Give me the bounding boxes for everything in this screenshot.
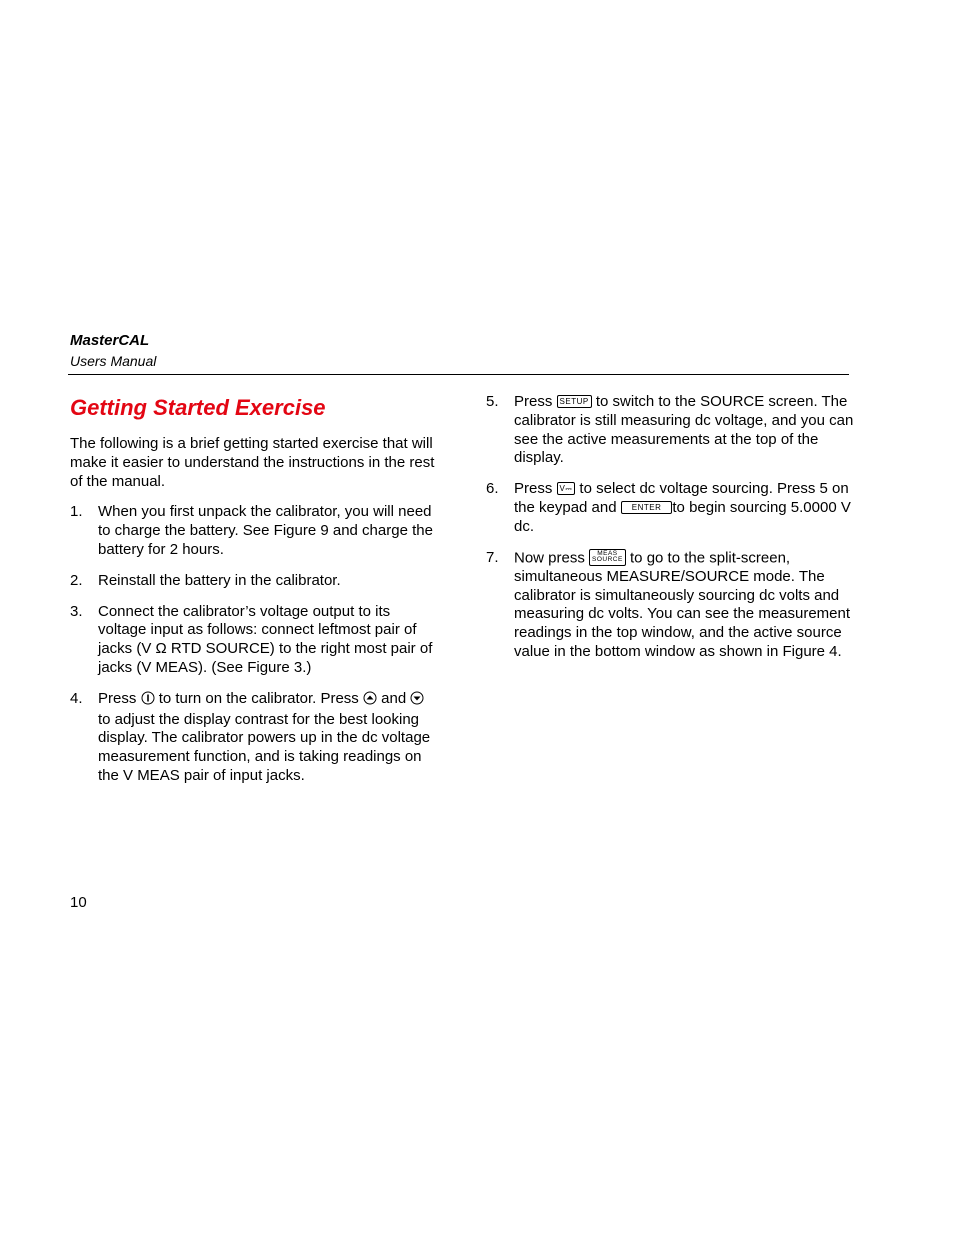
dc-volts-key-icon: V⎓ xyxy=(557,482,576,495)
step-text-part: and xyxy=(381,689,407,707)
step-2 xyxy=(70,572,440,591)
step-text-part: to go to the split-screen, simultaneous MEASURE/SOURCE mode. The calibrator is simultaneously sourcing dc volts and measuring dc volts. You can see the measurement readings in the top window, and the active source value in the bottom window as shown in Figure 4. xyxy=(514,549,851,661)
step-number: 6. xyxy=(486,480,499,498)
step-number: 1. xyxy=(70,503,83,521)
step-text-part: Now press xyxy=(514,549,585,567)
page-number: 10 xyxy=(70,894,87,911)
step-text-part: to begin sourcing 5.0000 V dc. xyxy=(514,498,851,535)
step-text-part: Press xyxy=(514,480,553,498)
step-1 xyxy=(70,503,440,559)
step-number: 4. xyxy=(70,689,83,707)
step-number: 7. xyxy=(486,548,499,566)
intro-paragraph: The following is a brief getting started exercise that will make it easier to understand the instructions in the rest of the manual. xyxy=(70,435,435,490)
setup-key-icon: SETUP xyxy=(557,395,592,408)
contrast-down-icon xyxy=(410,691,424,711)
step-text: Reinstall the battery in the calibrator. xyxy=(98,571,341,589)
step-text-part: to turn on the calibrator. Press xyxy=(158,689,359,707)
step-number: 3. xyxy=(70,602,83,620)
left-column xyxy=(70,395,440,798)
enter-key-icon: ENTER xyxy=(621,501,673,514)
step-text-part: to adjust the display contrast for the best looking display. The calibrator powers up in the dc voltage measurement function, and is taking readings on the V MEAS pair of input jacks. xyxy=(98,710,431,784)
product-name: MasterCAL xyxy=(70,332,150,349)
step-4 xyxy=(70,690,440,786)
step-text-part: to switch to the SOURCE screen. The calibrator is still measuring dc voltage, and you can see the active measurements at the top of the display. xyxy=(514,393,854,467)
step-5 xyxy=(486,393,854,468)
step-3 xyxy=(70,603,440,678)
step-text xyxy=(514,393,854,468)
key-label-bottom: SOURCE xyxy=(592,556,623,564)
step-text-part: Press xyxy=(514,393,553,410)
step-6 xyxy=(486,480,854,536)
meas-source-key-icon xyxy=(589,549,626,566)
manual-name: Users Manual xyxy=(70,353,157,369)
right-column xyxy=(486,393,854,674)
section-title: Getting Started Exercise xyxy=(70,395,326,420)
step-text xyxy=(98,690,440,786)
running-header xyxy=(70,332,156,370)
contrast-up-icon xyxy=(363,691,377,711)
step-text-part: to select dc voltage sourcing. Press 5 on the keypad and xyxy=(514,480,849,516)
step-text: When you first unpack the calibrator, you will need to charge the battery. See Figure 9 and charge the battery for 2 hours. xyxy=(98,503,433,558)
step-7 xyxy=(486,549,854,662)
step-text xyxy=(514,480,854,536)
step-number: 2. xyxy=(70,571,83,589)
step-text xyxy=(514,549,854,662)
header-rule xyxy=(68,374,849,375)
power-icon xyxy=(141,691,155,711)
step-text: Connect the calibrator’s voltage output to its voltage input as follows: connect leftmost pair of jacks (V Ω RTD SOURCE) to the right most pair of jacks (V MEAS). (See Figure 3.) xyxy=(98,602,433,676)
step-text-part: Press xyxy=(98,689,137,707)
key-label-top: MEAS xyxy=(597,549,618,557)
step-number: 5. xyxy=(486,393,499,410)
